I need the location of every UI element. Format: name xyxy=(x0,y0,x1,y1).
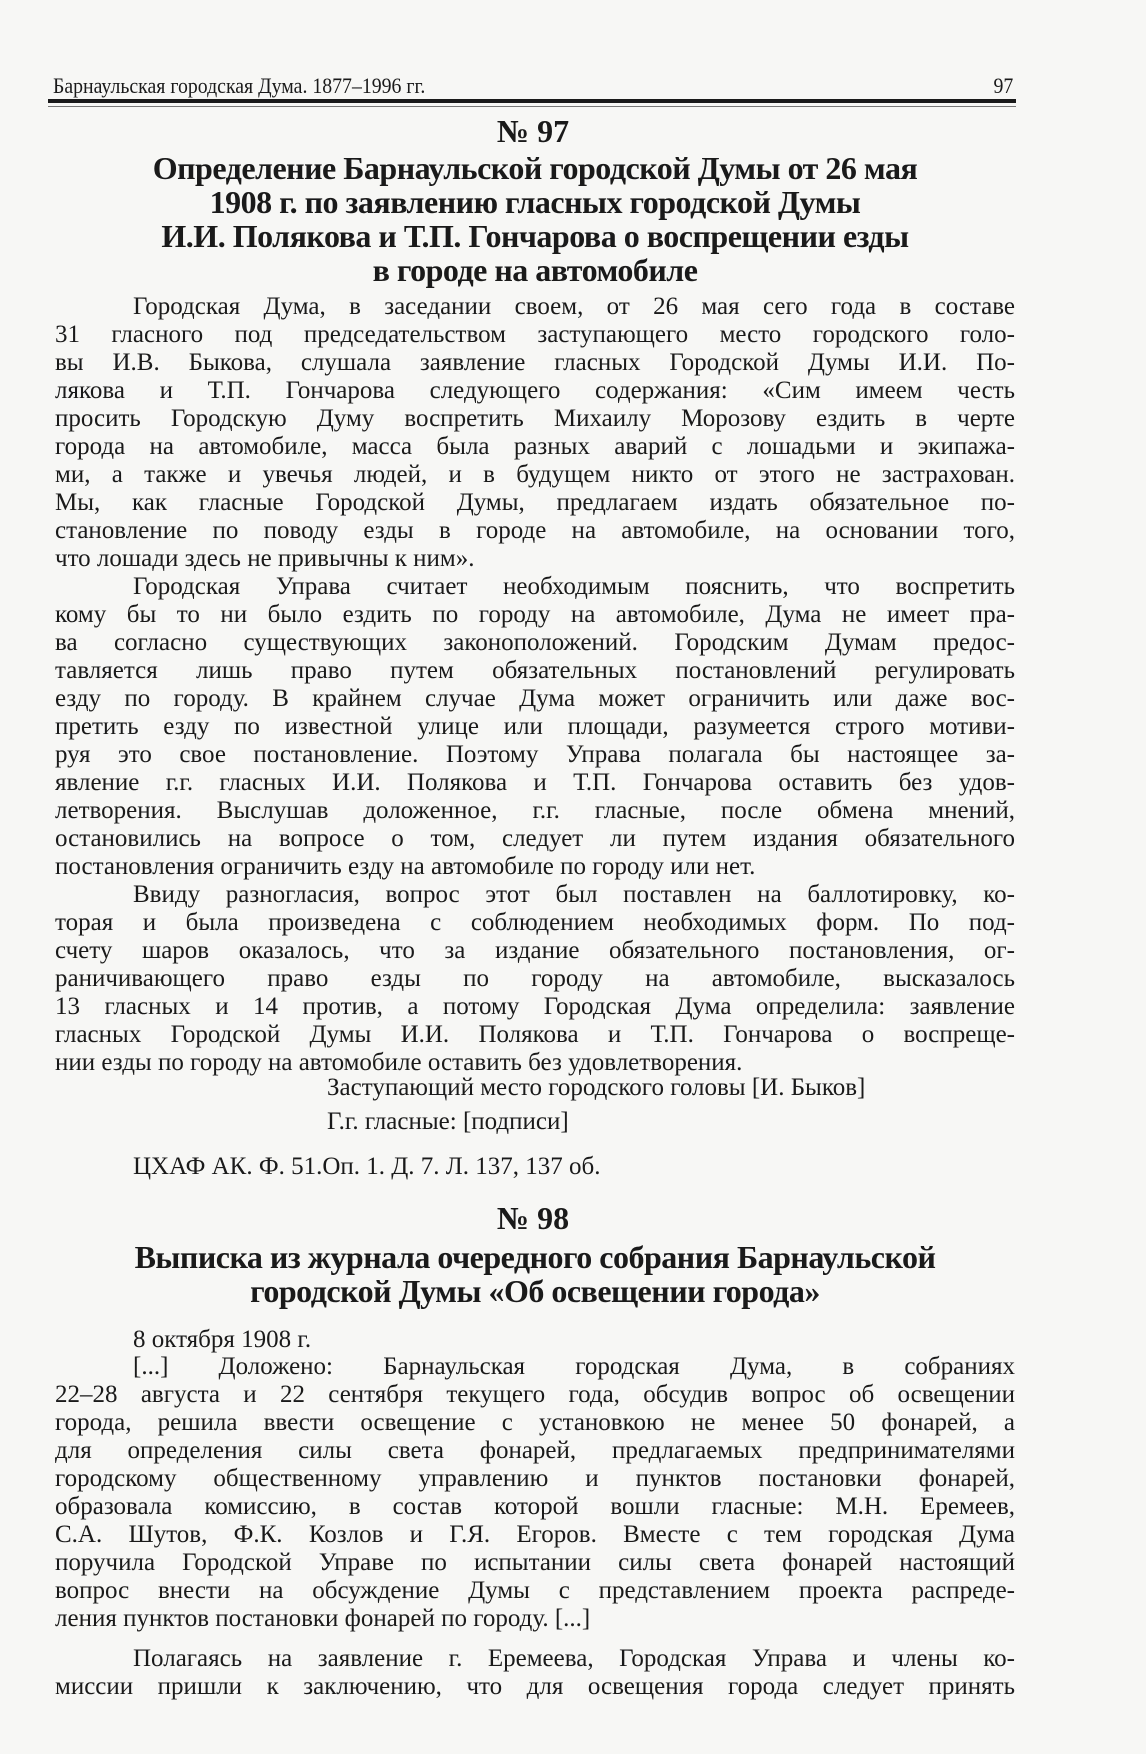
text-line: гласных Городской Думы И.И. Полякова и Т.П. Гончарова о воспреще- xyxy=(55,1021,1015,1048)
text-line: города, решила ввести освещение с установкою не менее 50 фонарей, а xyxy=(55,1409,1015,1436)
text-line: Полагаясь на заявление г. Еремеева, Городская Управа и члены ко- xyxy=(133,1645,1015,1672)
text-line: лякова и Т.П. Гончарова следующего содержания: «Сим имеем честь xyxy=(55,377,1015,404)
running-title: Барнаульская городская Дума. 1877–1996 гг. xyxy=(53,73,426,98)
document-date: 8 октября 1908 г. xyxy=(133,1326,312,1353)
text-line: претить езду по известной улице или площади, разумеется строго мотиви- xyxy=(55,713,1015,740)
running-header xyxy=(53,73,1014,98)
signature-deputy-mayor: Заступающий место городского головы [И. Быков] xyxy=(327,1074,866,1101)
text-line: образовала комиссию, в состав которой вошли гласные: М.Н. Еремеев, xyxy=(55,1493,1015,1520)
text-line: ми, а также и увечья людей, и в будущем никто от этого не застрахован. xyxy=(55,461,1015,488)
text-line: руя это свое постановление. Поэтому Управа полагала бы настоящее за- xyxy=(55,741,1015,768)
text-line: торая и была произведена с соблюдением необходимых форм. По под- xyxy=(55,909,1015,936)
document-title-98 xyxy=(55,1240,1015,1308)
text-line: миссии пришли к заключению, что для освещения города следует принять xyxy=(55,1673,1015,1700)
title-line: 1908 г. по заявлению гласных городской Думы xyxy=(209,184,861,220)
paragraph xyxy=(55,881,1015,1077)
header-rule-thin xyxy=(48,106,1016,107)
text-line: езду по городу. В крайнем случае Дума может ограничить или даже вос- xyxy=(55,685,1015,712)
text-line: 22–28 августа и 22 сентября текущего года, обсудив вопрос об освещении xyxy=(55,1381,1015,1408)
title-line: Выписка из журнала очередного собрания Барнаульской xyxy=(134,1239,936,1275)
text-line: вы И.В. Быкова, слушала заявление гласных Городской Думы И.И. По- xyxy=(55,349,1015,376)
text-line: тавляется лишь право путем обязательных постановлений регулировать xyxy=(55,657,1015,684)
text-line: постановления ограничить езду на автомобиле по городу или нет. xyxy=(55,853,756,880)
text-line: явление г.г. гласных И.И. Полякова и Т.П. Гончарова оставить без удов- xyxy=(55,769,1015,796)
document-number-98: № 98 xyxy=(496,1200,570,1236)
text-line: ва согласно существующих законоположений. Городским Думам предос- xyxy=(55,629,1015,656)
text-line: просить Городскую Думу воспретить Михаилу Морозову ездить в черте xyxy=(55,405,1015,432)
paragraph xyxy=(55,293,1015,573)
text-line: для определения силы света фонарей, предлагаемых предпринимателями xyxy=(55,1437,1015,1464)
title-line: в городе на автомобиле xyxy=(372,252,698,288)
text-line: счету шаров оказалось, что за издание обязательного постановления, ог- xyxy=(55,937,1015,964)
text-line: кому бы то ни было ездить по городу на автомобиле, Дума не имеет пра- xyxy=(55,601,1015,628)
text-line: Ввиду разногласия, вопрос этот был поставлен на баллотировку, ко- xyxy=(133,881,1015,908)
document-number-97: № 97 xyxy=(496,113,570,149)
page-number: 97 xyxy=(993,73,1014,98)
text-line: что лошади здесь не привычны к ним». xyxy=(55,545,475,572)
text-line: остановились на вопросе о том, следует ли путем издания обязательного xyxy=(55,825,1015,852)
document-title-97 xyxy=(55,151,1015,287)
title-line: Определение Барнаульской городской Думы от 26 мая xyxy=(152,150,918,186)
text-line: [...] Доложено: Барнаульская городская Дума, в собраниях xyxy=(133,1353,1015,1380)
text-line: городскому общественному управлению и пунктов постановки фонарей, xyxy=(55,1465,1015,1492)
text-line: города на автомобиле, масса была разных аварий с лошадьми и экипажа- xyxy=(55,433,1015,460)
text-line: 13 гласных и 14 против, а потому Городская Дума определила: заявление xyxy=(55,993,1015,1020)
text-line: 31 гласного под председательством заступающего место городского голо- xyxy=(55,321,1015,348)
text-line: летворения. Выслушав доложенное, г.г. гласные, после обмена мнений, xyxy=(55,797,1015,824)
text-line: Городская Дума, в заседании своем, от 26 мая сего года в составе xyxy=(133,293,1015,320)
header-rule xyxy=(48,99,1016,103)
title-line: И.И. Полякова и Т.П. Гончарова о воспрещении езды xyxy=(161,218,909,254)
paragraph xyxy=(55,573,1015,881)
text-line: становление по поводу езды в городе на автомобиле, на основании того, xyxy=(55,517,1015,544)
signature-councillors: Г.г. гласные: [подписи] xyxy=(327,1108,569,1135)
text-line: раничивающего право езды по городу на автомобиле, высказалось xyxy=(55,965,1015,992)
title-line: городской Думы «Об освещении города» xyxy=(250,1273,820,1309)
text-line: нии езды по городу на автомобиле оставить без удовлетворения. xyxy=(55,1049,743,1076)
text-line: С.А. Шутов, Ф.К. Козлов и Г.Я. Егоров. Вместе с тем городская Дума xyxy=(55,1521,1015,1548)
text-line: поручила Городской Управе по испытании силы света фонарей настоящий xyxy=(55,1549,1015,1576)
text-line: ления пунктов постановки фонарей по городу. [...] xyxy=(55,1605,591,1632)
archive-reference: ЦХАФ АК. Ф. 51.Оп. 1. Д. 7. Л. 137, 137 об. xyxy=(133,1153,601,1180)
paragraph xyxy=(55,1353,1015,1633)
text-line: Мы, как гласные Городской Думы, предлагаем издать обязательное по- xyxy=(55,489,1015,516)
text-line: Городская Управа считает необходимым пояснить, что воспретить xyxy=(133,573,1015,600)
paragraph xyxy=(55,1645,1015,1701)
text-line: вопрос внести на обсуждение Думы с представлением проекта распреде- xyxy=(55,1577,1015,1604)
